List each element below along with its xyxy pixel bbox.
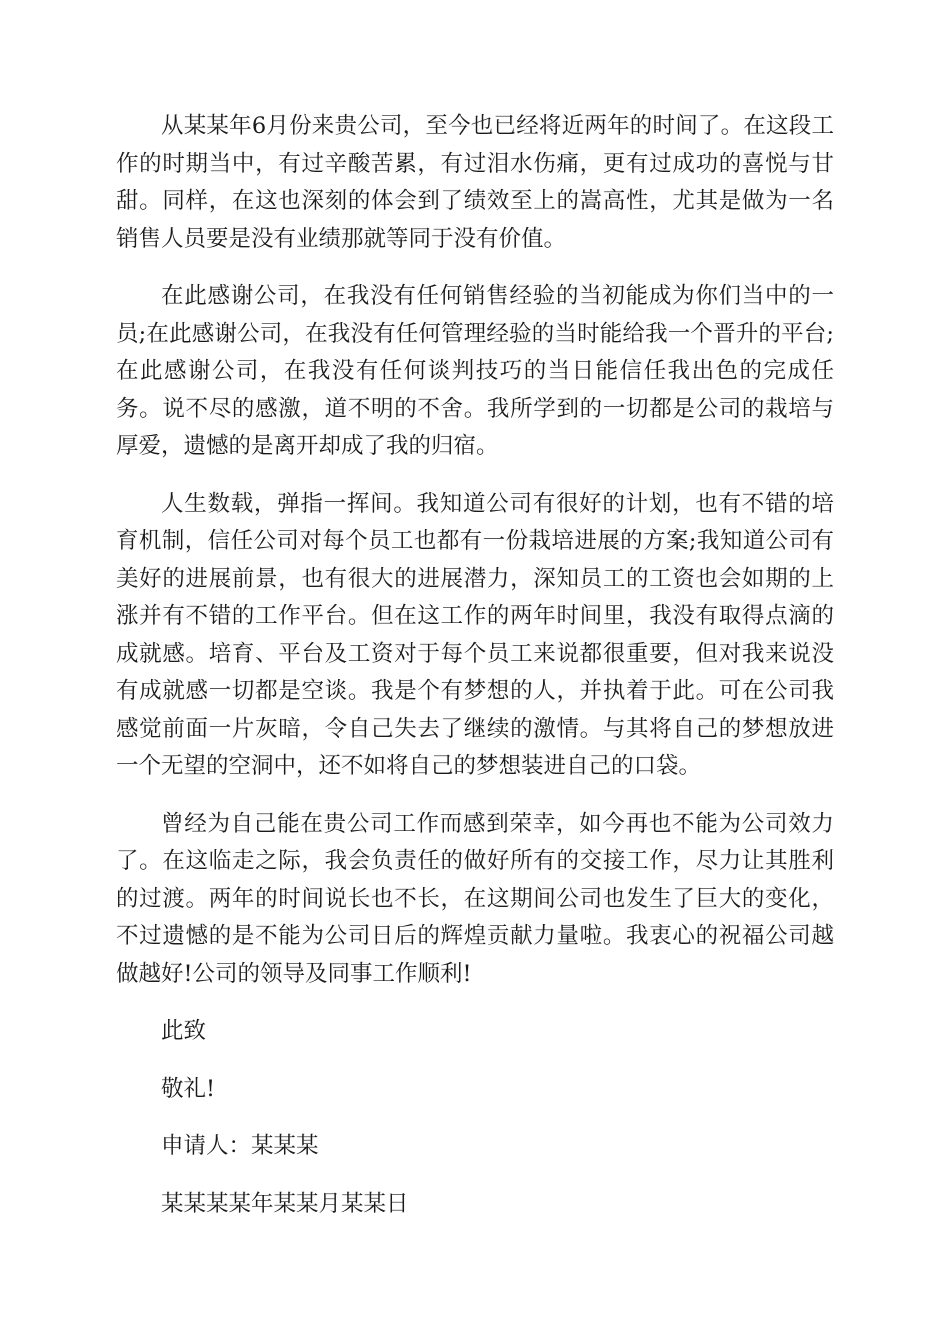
closing-salutation: 此致 bbox=[161, 1018, 207, 1044]
closing-regards: 敬礼! bbox=[161, 1075, 216, 1102]
paragraph-reason: 人生数载，弹指一挥间。我知道公司有很好的计划，也有不错的培育机制，信任公司对每个员工也都有一份栽培进展的方案;我知道公司有美好的进展前景，也有很大的进展潜力，深知员工的工资也会如期的上涨并有不错的工作平台。但在这工作的两年时间里，我没有取得点滴的成就感。培育、平台及工资对于每个员工来说都很重要，但对我来说没有成就感一切都是空谈。我是个有梦想的人，并执着于此。可在公司我感觉前面一片灰暗，令自己失去了继续的激情。与其将自己的梦想放进一个无望的空洞中，还不如将自己的梦想装进自己的口袋。 bbox=[116, 490, 834, 779]
paragraph-farewell: 曾经为自己能在贵公司工作而感到荣幸，如今再也不能为公司效力了。在这临走之际，我会负责任的做好所有的交接工作，尽力让其胜利的过渡。两年的时间说长也不长，在这期间公司也发生了巨大的变化，不过遗憾的是不能为公司日后的辉煌贡献力量啦。我衷心的祝福公司越做越好!公司的领导及同事工作顺利! bbox=[116, 810, 834, 987]
letter-date: 某某某某年某某月某某日 bbox=[161, 1190, 409, 1217]
paragraph-gratitude: 在此感谢公司，在我没有任何销售经验的当初能成为你们当中的一员;在此感谢公司，在我没有任何管理经验的当时能给我一个晋升的平台;在此感谢公司，在我没有任何谈判技巧的当日能信任我出色的完成任务。说不尽的感激，道不明的不舍。我所学到的一切都是公司的栽培与厚爱，遗憾的是离开却成了我的归宿。 bbox=[116, 283, 834, 459]
resignation-letter bbox=[116, 108, 834, 1243]
paragraph-intro: 从某某年6月份来贵公司，至今也已经将近两年的时间了。在这段工作的时期当中，有过辛酸苦累，有过泪水伤痛，更有过成功的喜悦与甘甜。同样，在这也深刻的体会到了绩效至上的嵩高性，尤其是做为一名销售人员要是没有业绩那就等同于没有价值。 bbox=[116, 113, 834, 252]
applicant-signature: 申请人：某某某 bbox=[161, 1133, 319, 1159]
